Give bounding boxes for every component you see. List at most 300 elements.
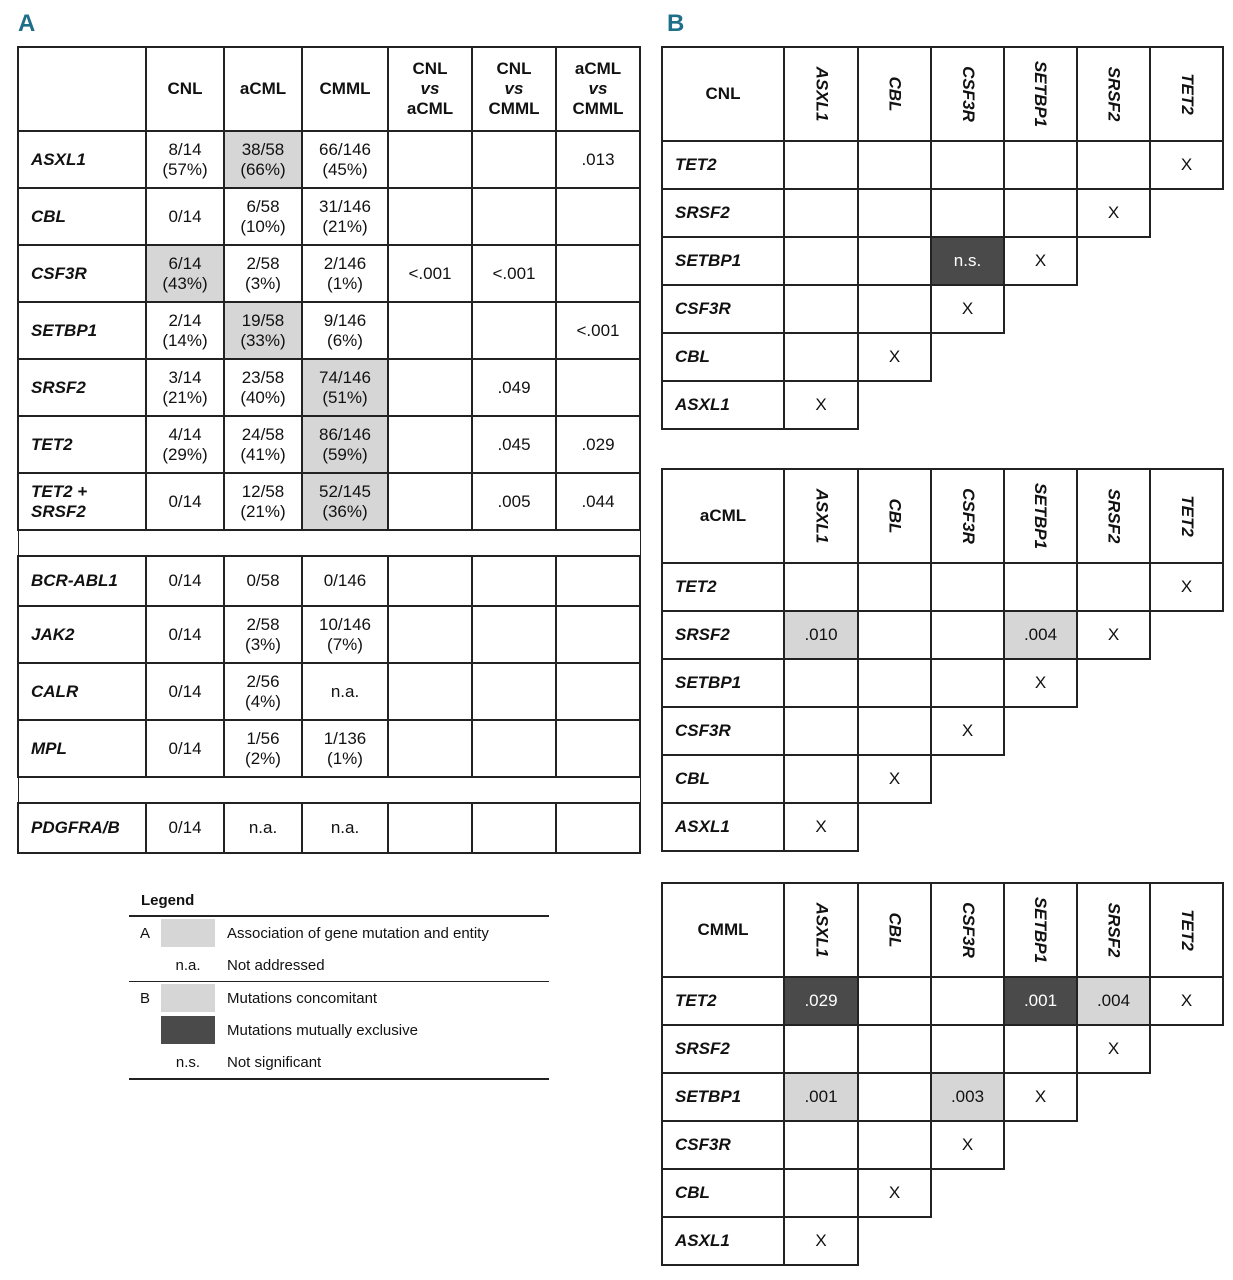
matrix-cell <box>858 707 931 755</box>
matrix-significance-cell: n.s. <box>931 237 1004 285</box>
column-header-text: vs <box>420 79 440 98</box>
p-value-cell <box>472 188 556 245</box>
matrix-column-header <box>784 883 858 977</box>
p-value-cell <box>556 663 640 720</box>
matrix-empty-cell <box>1150 189 1223 237</box>
frequency-cell: 1/136 (1%) <box>302 720 388 777</box>
matrix-row <box>662 707 1223 755</box>
matrix-diagonal-cell: X <box>1004 1073 1077 1121</box>
matrix-empty-cell <box>1150 381 1223 429</box>
matrix-row-label: SETBP1 <box>662 659 784 707</box>
gene-name-cell: CBL <box>18 188 146 245</box>
matrix-empty-cell <box>1004 803 1077 851</box>
matrix-cell <box>931 141 1004 189</box>
column-header <box>472 47 556 131</box>
matrix-empty-cell <box>1150 659 1223 707</box>
legend-swatch: n.a. <box>175 956 201 974</box>
matrix-diagonal-cell: X <box>1150 141 1223 189</box>
column-header <box>388 47 472 131</box>
gene-name-cell: CALR <box>18 663 146 720</box>
matrix-column-header <box>784 469 858 563</box>
matrix-empty-cell <box>1150 707 1223 755</box>
frequency-cell: n.a. <box>302 663 388 720</box>
matrix-significance-cell: .029 <box>784 977 858 1025</box>
matrix-header-row <box>662 469 1223 563</box>
matrix-empty-cell <box>931 333 1004 381</box>
p-value-cell: .044 <box>556 473 640 530</box>
correlation-matrix-acml <box>661 468 1224 852</box>
matrix-header-row <box>662 883 1223 977</box>
matrix-empty-cell <box>1077 333 1150 381</box>
matrix-column-label: SETBP1 <box>1031 60 1051 128</box>
matrix-column-label: CSF3R <box>958 902 978 958</box>
matrix-cell <box>1077 563 1150 611</box>
matrix-empty-cell <box>931 803 1004 851</box>
matrix-diagonal-cell: X <box>1150 563 1223 611</box>
separator-cell <box>18 530 640 556</box>
frequency-cell: 6/14 (43%) <box>146 245 224 302</box>
matrix-cell <box>784 285 858 333</box>
p-value-cell <box>388 416 472 473</box>
separator-row <box>18 777 640 803</box>
frequency-cell: 52/145 (36%) <box>302 473 388 530</box>
legend-row <box>129 982 549 1014</box>
matrix-empty-cell <box>931 1217 1004 1265</box>
p-value-cell: .005 <box>472 473 556 530</box>
matrix-column-label: SRSF2 <box>1104 488 1124 544</box>
p-value-cell <box>556 720 640 777</box>
p-value-cell: <.001 <box>556 302 640 359</box>
panel-b-label: B <box>667 10 685 37</box>
matrix-empty-cell <box>1077 803 1150 851</box>
matrix-cell <box>858 1073 931 1121</box>
separator-cell <box>18 777 640 803</box>
matrix-empty-cell <box>1004 381 1077 429</box>
matrix-row <box>662 977 1223 1025</box>
separator-row <box>18 530 640 556</box>
matrix-column-header <box>1150 469 1223 563</box>
matrix-row-label: SRSF2 <box>662 611 784 659</box>
matrix-diagonal-cell: X <box>858 333 931 381</box>
matrix-empty-cell <box>1150 1073 1223 1121</box>
p-value-cell: <.001 <box>472 245 556 302</box>
matrix-empty-cell <box>1004 333 1077 381</box>
matrix-column-header <box>858 883 931 977</box>
matrix-column-header <box>1004 47 1077 141</box>
matrix-diagonal-cell: X <box>1077 611 1150 659</box>
p-value-cell <box>388 188 472 245</box>
matrix-column-label: SRSF2 <box>1104 66 1124 122</box>
matrix-row-label: SETBP1 <box>662 1073 784 1121</box>
matrix-row <box>662 755 1223 803</box>
p-value-cell <box>472 663 556 720</box>
p-value-cell <box>472 606 556 663</box>
matrix-diagonal-cell: X <box>784 803 858 851</box>
matrix-column-label: SETBP1 <box>1031 482 1051 550</box>
matrix-empty-cell <box>1004 755 1077 803</box>
gene-name-cell: PDGFRA/B <box>18 803 146 853</box>
matrix-empty-cell <box>1004 1217 1077 1265</box>
matrix-cell <box>931 659 1004 707</box>
matrix-cell <box>784 563 858 611</box>
matrix-row <box>662 659 1223 707</box>
column-header: CNL <box>146 47 224 131</box>
matrix-row <box>662 141 1223 189</box>
matrix-empty-cell <box>1150 755 1223 803</box>
matrix-empty-cell <box>1150 237 1223 285</box>
gene-name-cell: JAK2 <box>18 606 146 663</box>
matrix-cell <box>784 1169 858 1217</box>
matrix-row-label: TET2 <box>662 977 784 1025</box>
matrix-column-header <box>931 469 1004 563</box>
legend-section-label: B <box>139 989 150 1007</box>
matrix-diagonal-cell: X <box>858 755 931 803</box>
matrix-empty-cell <box>1004 285 1077 333</box>
matrix-cell <box>784 707 858 755</box>
matrix-empty-cell <box>1077 707 1150 755</box>
matrix-entity-label: aCML <box>662 469 784 563</box>
matrix-empty-cell <box>1150 1025 1223 1073</box>
matrix-row <box>662 1121 1223 1169</box>
matrix-diagonal-cell: X <box>931 285 1004 333</box>
frequency-cell: 3/14 (21%) <box>146 359 224 416</box>
matrix-empty-cell <box>858 803 931 851</box>
matrix-column-header <box>931 47 1004 141</box>
matrix-row <box>662 381 1223 429</box>
table-row <box>18 556 640 606</box>
legend-text: Not addressed <box>227 956 325 974</box>
matrix-column-header <box>1004 883 1077 977</box>
legend-swatch <box>161 984 215 1012</box>
matrix-cell <box>784 189 858 237</box>
p-value-cell: .013 <box>556 131 640 188</box>
frequency-cell: 6/58 (10%) <box>224 188 302 245</box>
frequency-cell: 2/14 (14%) <box>146 302 224 359</box>
matrix-cell <box>784 237 858 285</box>
frequency-cell: n.a. <box>224 803 302 853</box>
frequency-cell: 31/146 (21%) <box>302 188 388 245</box>
matrix-significance-cell: .001 <box>784 1073 858 1121</box>
frequency-cell: 38/58 (66%) <box>224 131 302 188</box>
p-value-cell: .029 <box>556 416 640 473</box>
table-header-row <box>18 47 640 131</box>
matrix-column-header <box>1150 883 1223 977</box>
matrix-cell <box>784 141 858 189</box>
matrix-empty-cell <box>931 381 1004 429</box>
matrix-empty-cell <box>1077 1217 1150 1265</box>
matrix-row <box>662 333 1223 381</box>
legend-text: Mutations mutually exclusive <box>227 1021 418 1039</box>
matrix-empty-cell <box>1150 333 1223 381</box>
matrix-significance-cell: .010 <box>784 611 858 659</box>
matrix-cell <box>784 1025 858 1073</box>
matrix-empty-cell <box>1150 1121 1223 1169</box>
gene-name-cell: CSF3R <box>18 245 146 302</box>
matrix-row <box>662 285 1223 333</box>
column-header <box>556 47 640 131</box>
column-header-text: vs <box>588 79 608 98</box>
matrix-column-label: ASXL1 <box>811 488 831 544</box>
matrix-cell <box>1004 1025 1077 1073</box>
matrix-cell <box>1004 563 1077 611</box>
gene-name-cell: TET2 <box>18 416 146 473</box>
frequency-cell: 19/58 (33%) <box>224 302 302 359</box>
matrix-diagonal-cell: X <box>1004 659 1077 707</box>
matrix-empty-cell <box>1077 755 1150 803</box>
matrix-row-label: CBL <box>662 333 784 381</box>
table-row <box>18 606 640 663</box>
matrix-cell <box>931 1025 1004 1073</box>
p-value-cell <box>388 663 472 720</box>
frequency-cell: 24/58 (41%) <box>224 416 302 473</box>
matrix-empty-cell <box>858 381 931 429</box>
matrix-empty-cell <box>1150 611 1223 659</box>
frequency-cell: 9/146 (6%) <box>302 302 388 359</box>
matrix-cell <box>1077 141 1150 189</box>
matrix-column-header <box>784 47 858 141</box>
matrix-cell <box>858 659 931 707</box>
p-value-cell <box>388 359 472 416</box>
legend-title: Legend <box>141 892 195 909</box>
matrix-diagonal-cell: X <box>784 381 858 429</box>
p-value-cell: .049 <box>472 359 556 416</box>
frequency-cell: 0/14 <box>146 556 224 606</box>
p-value-cell <box>472 302 556 359</box>
matrix-entity-label: CNL <box>662 47 784 141</box>
gene-name-cell: SRSF2 <box>18 359 146 416</box>
frequency-cell: 4/14 (29%) <box>146 416 224 473</box>
matrix-empty-cell <box>1004 1169 1077 1217</box>
matrix-column-header <box>858 469 931 563</box>
matrix-row <box>662 189 1223 237</box>
legend-section-label: A <box>139 924 150 942</box>
matrix-cell <box>784 333 858 381</box>
matrix-row <box>662 611 1223 659</box>
matrix-column-label: ASXL1 <box>811 902 831 958</box>
matrix-column-header <box>1150 47 1223 141</box>
matrix-column-header <box>1077 883 1150 977</box>
matrix-empty-cell <box>1150 803 1223 851</box>
matrix-empty-cell <box>931 1169 1004 1217</box>
matrix-column-label: CBL <box>885 912 905 948</box>
frequency-cell: 66/146 (45%) <box>302 131 388 188</box>
frequency-cell: 0/146 <box>302 556 388 606</box>
matrix-column-header <box>1077 469 1150 563</box>
table-row <box>18 131 640 188</box>
matrix-row-label: TET2 <box>662 563 784 611</box>
matrix-row <box>662 563 1223 611</box>
column-header-text: CNL <box>496 59 532 78</box>
p-value-cell: .045 <box>472 416 556 473</box>
matrix-row <box>662 237 1223 285</box>
gene-name-cell: SETBP1 <box>18 302 146 359</box>
table-row <box>18 720 640 777</box>
matrix-empty-cell <box>1004 707 1077 755</box>
matrix-diagonal-cell: X <box>1004 237 1077 285</box>
p-value-cell <box>388 606 472 663</box>
frequency-cell: 8/14 (57%) <box>146 131 224 188</box>
p-value-cell <box>388 131 472 188</box>
legend-row <box>129 1014 549 1046</box>
matrix-column-label: SRSF2 <box>1104 902 1124 958</box>
matrix-column-label: CSF3R <box>958 488 978 544</box>
matrix-empty-cell <box>1077 1073 1150 1121</box>
matrix-significance-cell: .001 <box>1004 977 1077 1025</box>
frequency-cell: 0/14 <box>146 188 224 245</box>
p-value-cell <box>556 803 640 853</box>
matrix-column-label: ASXL1 <box>811 66 831 122</box>
table-row <box>18 473 640 530</box>
matrix-column-header <box>1077 47 1150 141</box>
mutation-frequency-table <box>17 46 641 854</box>
p-value-cell <box>388 473 472 530</box>
matrix-row-label: SRSF2 <box>662 1025 784 1073</box>
matrix-column-label: CSF3R <box>958 66 978 122</box>
matrix-cell <box>858 141 931 189</box>
matrix-cell <box>1004 141 1077 189</box>
frequency-cell: 0/14 <box>146 803 224 853</box>
matrix-diagonal-cell: X <box>1150 977 1223 1025</box>
gene-name-cell: ASXL1 <box>18 131 146 188</box>
matrix-row <box>662 1169 1223 1217</box>
p-value-cell <box>472 803 556 853</box>
legend-row <box>129 1046 549 1078</box>
matrix-row-label: TET2 <box>662 141 784 189</box>
table-row <box>18 803 640 853</box>
matrix-column-label: CBL <box>885 498 905 534</box>
frequency-cell: n.a. <box>302 803 388 853</box>
matrix-cell <box>858 285 931 333</box>
table-row <box>18 663 640 720</box>
matrix-row <box>662 1217 1223 1265</box>
correlation-matrix-cmml <box>661 882 1224 1266</box>
matrix-row-label: SRSF2 <box>662 189 784 237</box>
p-value-cell <box>556 556 640 606</box>
matrix-entity-label: CMML <box>662 883 784 977</box>
matrix-column-label: TET2 <box>1177 495 1197 537</box>
matrix-row-label: CSF3R <box>662 1121 784 1169</box>
matrix-empty-cell <box>1150 1217 1223 1265</box>
gene-name-cell: MPL <box>18 720 146 777</box>
matrix-row <box>662 1025 1223 1073</box>
column-header: aCML <box>224 47 302 131</box>
p-value-cell <box>556 359 640 416</box>
matrix-empty-cell <box>1150 1169 1223 1217</box>
legend <box>129 892 549 1080</box>
matrix-cell <box>858 977 931 1025</box>
legend-row <box>129 949 549 981</box>
table-row <box>18 302 640 359</box>
gene-name-cell: TET2 + SRSF2 <box>18 473 146 530</box>
matrix-diagonal-cell: X <box>1077 1025 1150 1073</box>
legend-text: Not significant <box>227 1053 322 1071</box>
frequency-cell: 2/146 (1%) <box>302 245 388 302</box>
matrix-row-label: CBL <box>662 755 784 803</box>
table-row <box>18 245 640 302</box>
matrix-empty-cell <box>1077 237 1150 285</box>
frequency-cell: 0/58 <box>224 556 302 606</box>
frequency-cell: 74/146 (51%) <box>302 359 388 416</box>
matrix-row-label: ASXL1 <box>662 381 784 429</box>
matrix-row <box>662 803 1223 851</box>
matrix-header-row <box>662 47 1223 141</box>
matrix-cell <box>931 977 1004 1025</box>
matrix-significance-cell: .004 <box>1004 611 1077 659</box>
matrix-cell <box>858 1121 931 1169</box>
column-header-text: aCML <box>574 59 622 78</box>
matrix-diagonal-cell: X <box>931 1121 1004 1169</box>
column-header-text: CMML <box>488 99 540 118</box>
frequency-cell: 0/14 <box>146 606 224 663</box>
matrix-empty-cell <box>1077 1169 1150 1217</box>
p-value-cell <box>472 556 556 606</box>
p-value-cell <box>472 131 556 188</box>
p-value-cell <box>556 606 640 663</box>
matrix-significance-cell: .003 <box>931 1073 1004 1121</box>
matrix-significance-cell: .004 <box>1077 977 1150 1025</box>
matrix-cell <box>858 237 931 285</box>
matrix-row-label: CSF3R <box>662 285 784 333</box>
matrix-cell <box>1004 189 1077 237</box>
column-header-text: aCML <box>406 99 454 118</box>
matrix-column-header <box>1004 469 1077 563</box>
matrix-empty-cell <box>1077 285 1150 333</box>
frequency-cell: 12/58 (21%) <box>224 473 302 530</box>
matrix-row <box>662 1073 1223 1121</box>
table-row <box>18 416 640 473</box>
matrix-empty-cell <box>858 1217 931 1265</box>
frequency-cell: 2/56 (4%) <box>224 663 302 720</box>
correlation-matrix-cnl <box>661 46 1224 430</box>
matrix-column-label: TET2 <box>1177 909 1197 951</box>
table-row <box>18 188 640 245</box>
p-value-cell <box>556 245 640 302</box>
matrix-empty-cell <box>1077 381 1150 429</box>
matrix-column-label: SETBP1 <box>1031 896 1051 964</box>
column-header-text: CMML <box>572 99 624 118</box>
matrix-cell <box>784 1121 858 1169</box>
matrix-empty-cell <box>1004 1121 1077 1169</box>
p-value-cell <box>388 302 472 359</box>
matrix-cell <box>784 659 858 707</box>
frequency-cell: 0/14 <box>146 720 224 777</box>
matrix-diagonal-cell: X <box>1077 189 1150 237</box>
matrix-row-label: ASXL1 <box>662 1217 784 1265</box>
matrix-cell <box>931 189 1004 237</box>
column-header-text: CNL <box>412 59 448 78</box>
legend-swatch: n.s. <box>175 1053 201 1071</box>
matrix-cell <box>858 1025 931 1073</box>
matrix-diagonal-cell: X <box>784 1217 858 1265</box>
matrix-column-header <box>858 47 931 141</box>
matrix-cell <box>858 563 931 611</box>
matrix-row-label: CSF3R <box>662 707 784 755</box>
matrix-cell <box>931 563 1004 611</box>
matrix-cell <box>858 611 931 659</box>
frequency-cell: 0/14 <box>146 663 224 720</box>
matrix-row-label: ASXL1 <box>662 803 784 851</box>
legend-text: Association of gene mutation and entity <box>227 924 489 942</box>
frequency-cell: 86/146 (59%) <box>302 416 388 473</box>
matrix-diagonal-cell: X <box>858 1169 931 1217</box>
header-corner-cell <box>18 47 146 131</box>
frequency-cell: 0/14 <box>146 473 224 530</box>
legend-swatch <box>161 919 215 947</box>
frequency-cell: 10/146 (7%) <box>302 606 388 663</box>
legend-row <box>129 917 549 949</box>
p-value-cell <box>556 188 640 245</box>
matrix-empty-cell <box>931 755 1004 803</box>
